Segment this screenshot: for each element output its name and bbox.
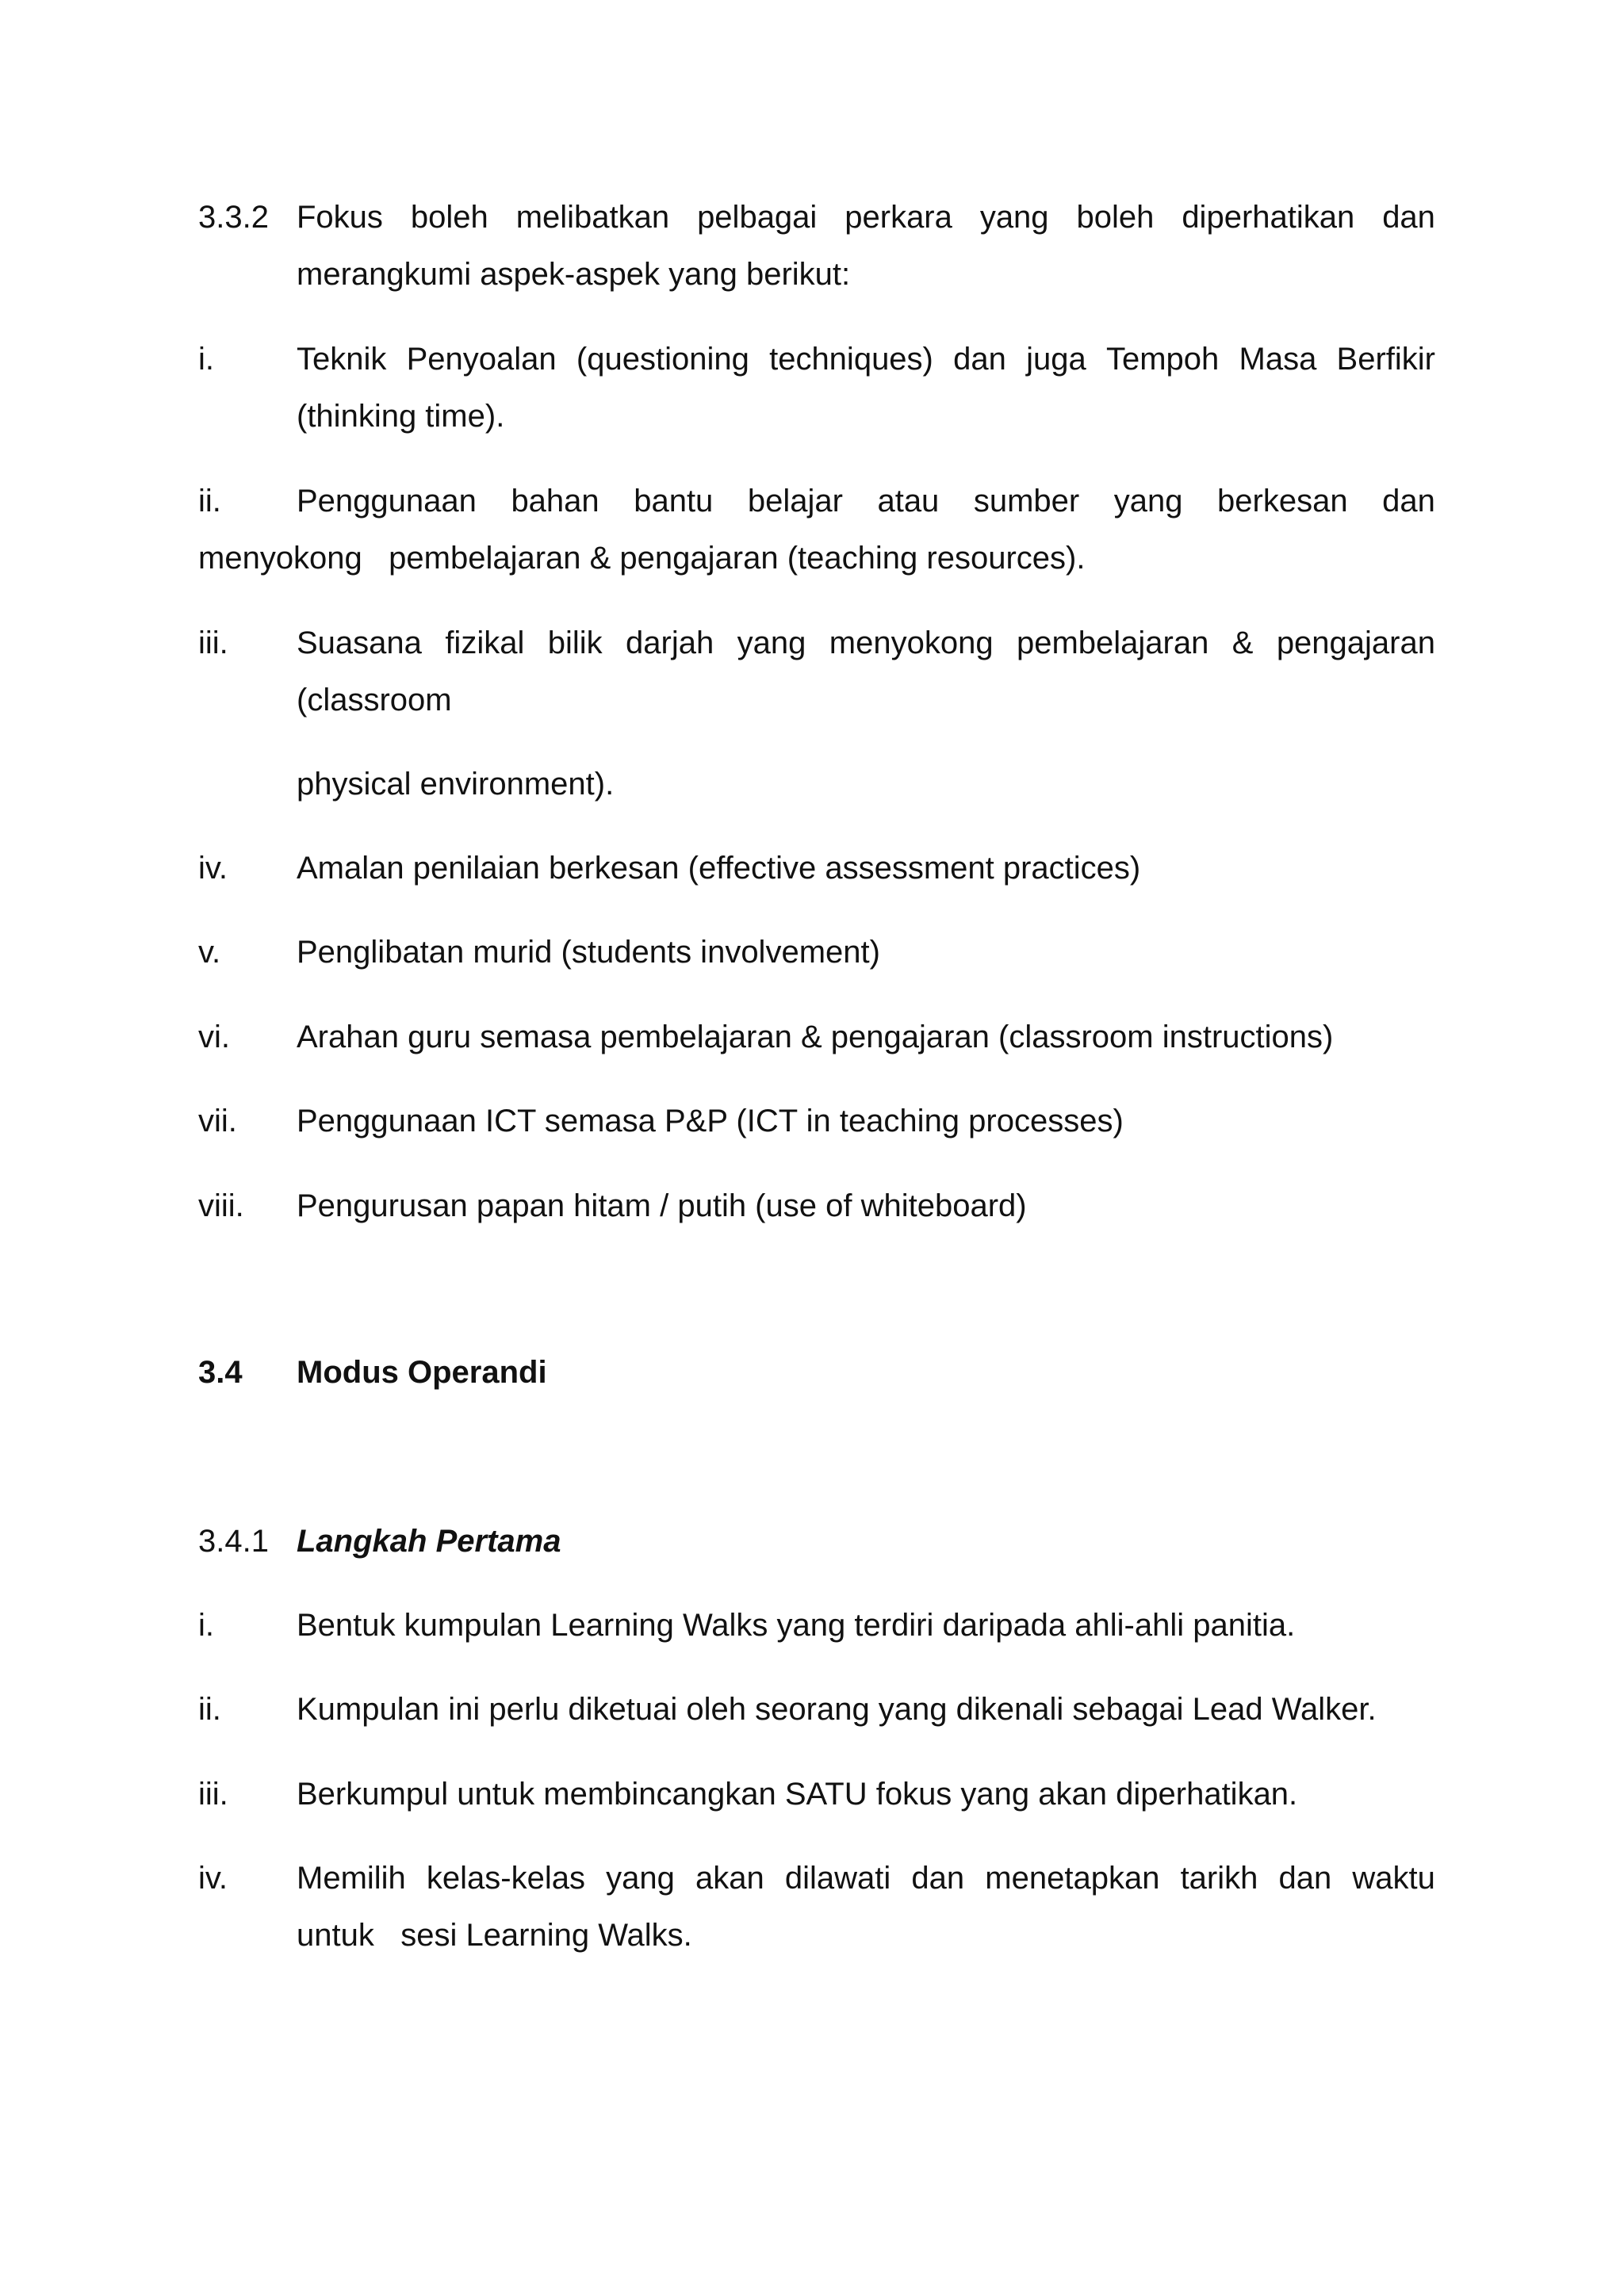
section-341-number: 3.4.1 [198,1524,269,1559]
word: dan [1278,1861,1332,1896]
word: waktu [1352,1861,1435,1896]
word: Suasana [297,626,422,660]
word: bahan [511,484,599,519]
word: techniques) [769,342,933,377]
aspect-item-3-label: iii. [198,626,228,660]
word: Memilih [297,1861,406,1896]
aspect-item-5-text: Penglibatan murid (students involvement) [297,935,880,970]
section-332-text-line1 [297,201,1435,233]
aspect-item-7-label: vii. [198,1104,237,1138]
step-item-4-text-line1 [297,1862,1435,1894]
word: atau [877,484,940,519]
section-34-title: Modus Operandi [297,1355,547,1390]
step-item-3-label: iii. [198,1777,228,1812]
word: dan [1382,484,1435,519]
step-item-4-label: iv. [198,1861,228,1896]
aspect-item-2-text-line1 [297,485,1435,517]
word: yang [737,626,806,660]
step-item-3-text: Berkumpul untuk membincangkan SATU fokus yang akan diperhatikan. [297,1777,1298,1812]
step-item-4-text-line2: untuk sesi Learning Walks. [297,1918,692,1953]
word: boleh [410,200,488,235]
aspect-item-8-text: Pengurusan papan hitam / putih (use of whiteboard) [297,1188,1027,1223]
word: belajar [747,484,843,519]
section-341-title: Langkah Pertama [297,1524,561,1559]
word: Penggunaan [297,484,477,519]
word: bantu [634,484,714,519]
aspect-item-8-label: viii. [198,1188,244,1223]
section-34-number: 3.4 [198,1355,243,1390]
word: yang [1113,484,1183,519]
word: berkesan [1217,484,1348,519]
aspect-item-3-text-line2: (classroom [297,683,452,718]
aspect-item-2-text-line2: menyokong pembelajaran & pengajaran (teaching resources). [198,541,1086,576]
aspect-item-4-label: iv. [198,851,228,886]
word: bilik [547,626,603,660]
word: perkara [845,200,952,235]
word: pelbagai [697,200,818,235]
word: juga [1026,342,1086,377]
word: melibatkan [515,200,670,235]
step-item-2-text: Kumpulan ini perlu diketuai oleh seorang yang dikenali sebagai Lead Walker. [297,1692,1377,1727]
word: Masa [1239,342,1317,377]
step-item-1-label: i. [198,1608,214,1643]
word: boleh [1076,200,1155,235]
aspect-item-1-label: i. [198,342,214,377]
aspect-item-7-text: Penggunaan ICT semasa P&P (ICT in teaching processes) [297,1104,1124,1138]
word: Berfikir [1336,342,1435,377]
aspect-item-3-text-line3: physical environment). [297,767,615,802]
word: Teknik [297,342,387,377]
step-item-1-text: Bentuk kumpulan Learning Walks yang terdiri daripada ahli-ahli panitia. [297,1608,1296,1643]
word: kelas-kelas [426,1861,585,1896]
step-item-2-label: ii. [198,1692,221,1727]
aspect-item-3-text-line1 [297,627,1435,659]
section-332-text-line2: merangkumi aspek-aspek yang berikut: [297,257,851,292]
word: Penyoalan [406,342,557,377]
word: akan [695,1861,764,1896]
word: Tempoh [1105,342,1220,377]
aspect-item-6-text: Arahan guru semasa pembelajaran & pengajaran (classroom instructions) [297,1020,1334,1054]
word: sumber [973,484,1080,519]
word: yang [606,1861,675,1896]
word: yang [979,200,1049,235]
section-332-number: 3.3.2 [198,200,269,235]
aspect-item-5-label: v. [198,935,221,970]
word: menyokong [829,626,994,660]
aspect-item-4-text: Amalan penilaian berkesan (effective assessment practices) [297,851,1141,886]
word: dan [1382,200,1435,235]
word: fizikal [445,626,525,660]
aspect-item-6-label: vi. [198,1020,230,1054]
word: diperhatikan [1182,200,1355,235]
aspect-item-1-text-line2: (thinking time). [297,399,505,434]
word: tarikh [1180,1861,1258,1896]
word: dilawati [784,1861,891,1896]
word: & [1231,626,1254,660]
word: (questioning [576,342,749,377]
word: Fokus [297,200,383,235]
word: pembelajaran [1016,626,1209,660]
aspect-item-1-text-line1 [297,343,1435,375]
word: pengajaran [1276,626,1435,660]
aspect-item-2-label: ii. [198,484,221,519]
word: menetapkan [985,1861,1160,1896]
word: dan [953,342,1006,377]
word: dan [911,1861,965,1896]
word: darjah [626,626,714,660]
